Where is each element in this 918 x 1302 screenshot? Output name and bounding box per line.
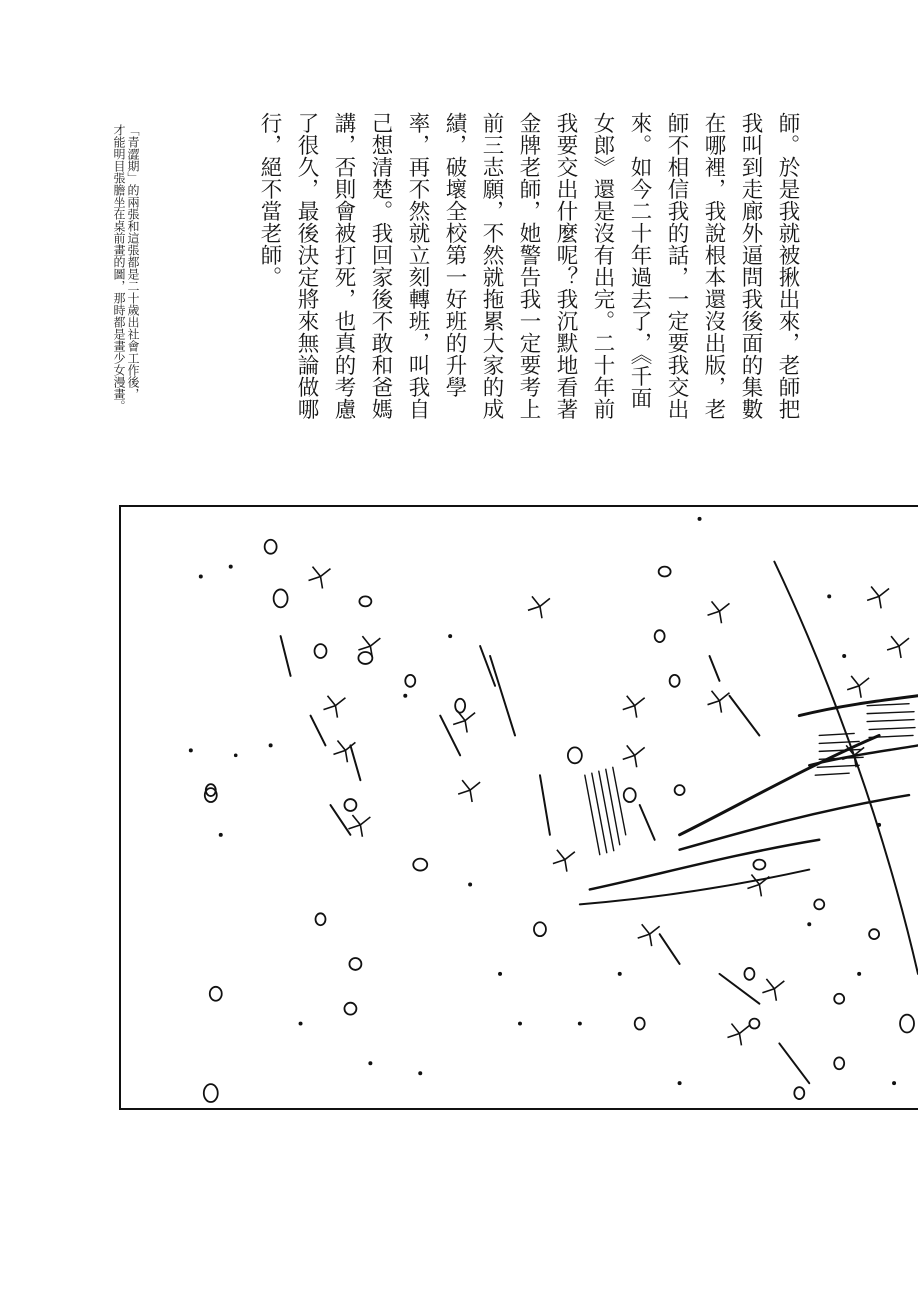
body-column: 前三志願，不然就拖累大家的成 bbox=[479, 112, 504, 420]
body-column: 來。如今二十年過去了，《千面 bbox=[627, 112, 652, 410]
branch-stroke bbox=[680, 795, 909, 850]
caption-column: 才能明目張膽坐在桌前畫的圖，那時都是畫少女漫畫。 bbox=[112, 124, 126, 412]
body-text bbox=[252, 112, 800, 492]
stroke bbox=[729, 696, 759, 736]
stroke bbox=[540, 775, 550, 835]
body-column: 行，絕不當老師。 bbox=[257, 112, 282, 288]
arc-line bbox=[774, 562, 918, 974]
branch-stroke bbox=[590, 840, 819, 890]
stroke bbox=[350, 745, 360, 780]
petals bbox=[204, 540, 914, 1102]
stroke bbox=[779, 1043, 809, 1083]
stroke bbox=[281, 636, 291, 676]
stroke bbox=[640, 805, 655, 840]
stroke bbox=[311, 716, 326, 746]
hatching bbox=[585, 704, 915, 855]
stroke bbox=[440, 716, 460, 756]
ink-strokes bbox=[281, 562, 918, 1084]
body-column: 師不相信我的話，一定要我交出 bbox=[664, 112, 689, 420]
body-column: 己想清楚。我回家後不敢和爸媽 bbox=[368, 112, 393, 420]
body-column: 績，破壞全校第一好班的升學 bbox=[442, 112, 467, 398]
body-column: 女郎》還是沒有出完。二十年前 bbox=[590, 112, 615, 420]
flower-clusters bbox=[309, 567, 909, 1046]
stroke bbox=[710, 656, 720, 681]
stroke bbox=[660, 934, 680, 964]
petal-sketch bbox=[121, 507, 918, 1108]
body-column: 在哪裡，我說根本還沒出版，老 bbox=[701, 112, 726, 420]
body-column: 我叫到走廊外逼問我後面的集數 bbox=[738, 112, 763, 420]
branch-stroke bbox=[580, 870, 809, 905]
illustration-panel bbox=[119, 505, 918, 1110]
body-column: 師。於是我就被揪出來，老師把 bbox=[775, 112, 800, 420]
body-column: 金牌老師，她警告我一定要考上 bbox=[516, 112, 541, 420]
body-column: 講，否則會被打死，也真的考慮 bbox=[331, 112, 356, 420]
caption bbox=[112, 124, 142, 474]
body-column: 我要交出什麼呢？我沉默地看著 bbox=[553, 112, 578, 420]
body-column: 率，再不然就立刻轉班，叫我自 bbox=[405, 112, 430, 420]
caption-column: 「青澀期」的兩張和這張都是二十歲出社會工作後， bbox=[126, 124, 140, 400]
ink-dots bbox=[189, 517, 896, 1085]
stroke bbox=[490, 656, 515, 735]
body-column: 了很久，最後決定將來無論做哪 bbox=[294, 112, 319, 420]
